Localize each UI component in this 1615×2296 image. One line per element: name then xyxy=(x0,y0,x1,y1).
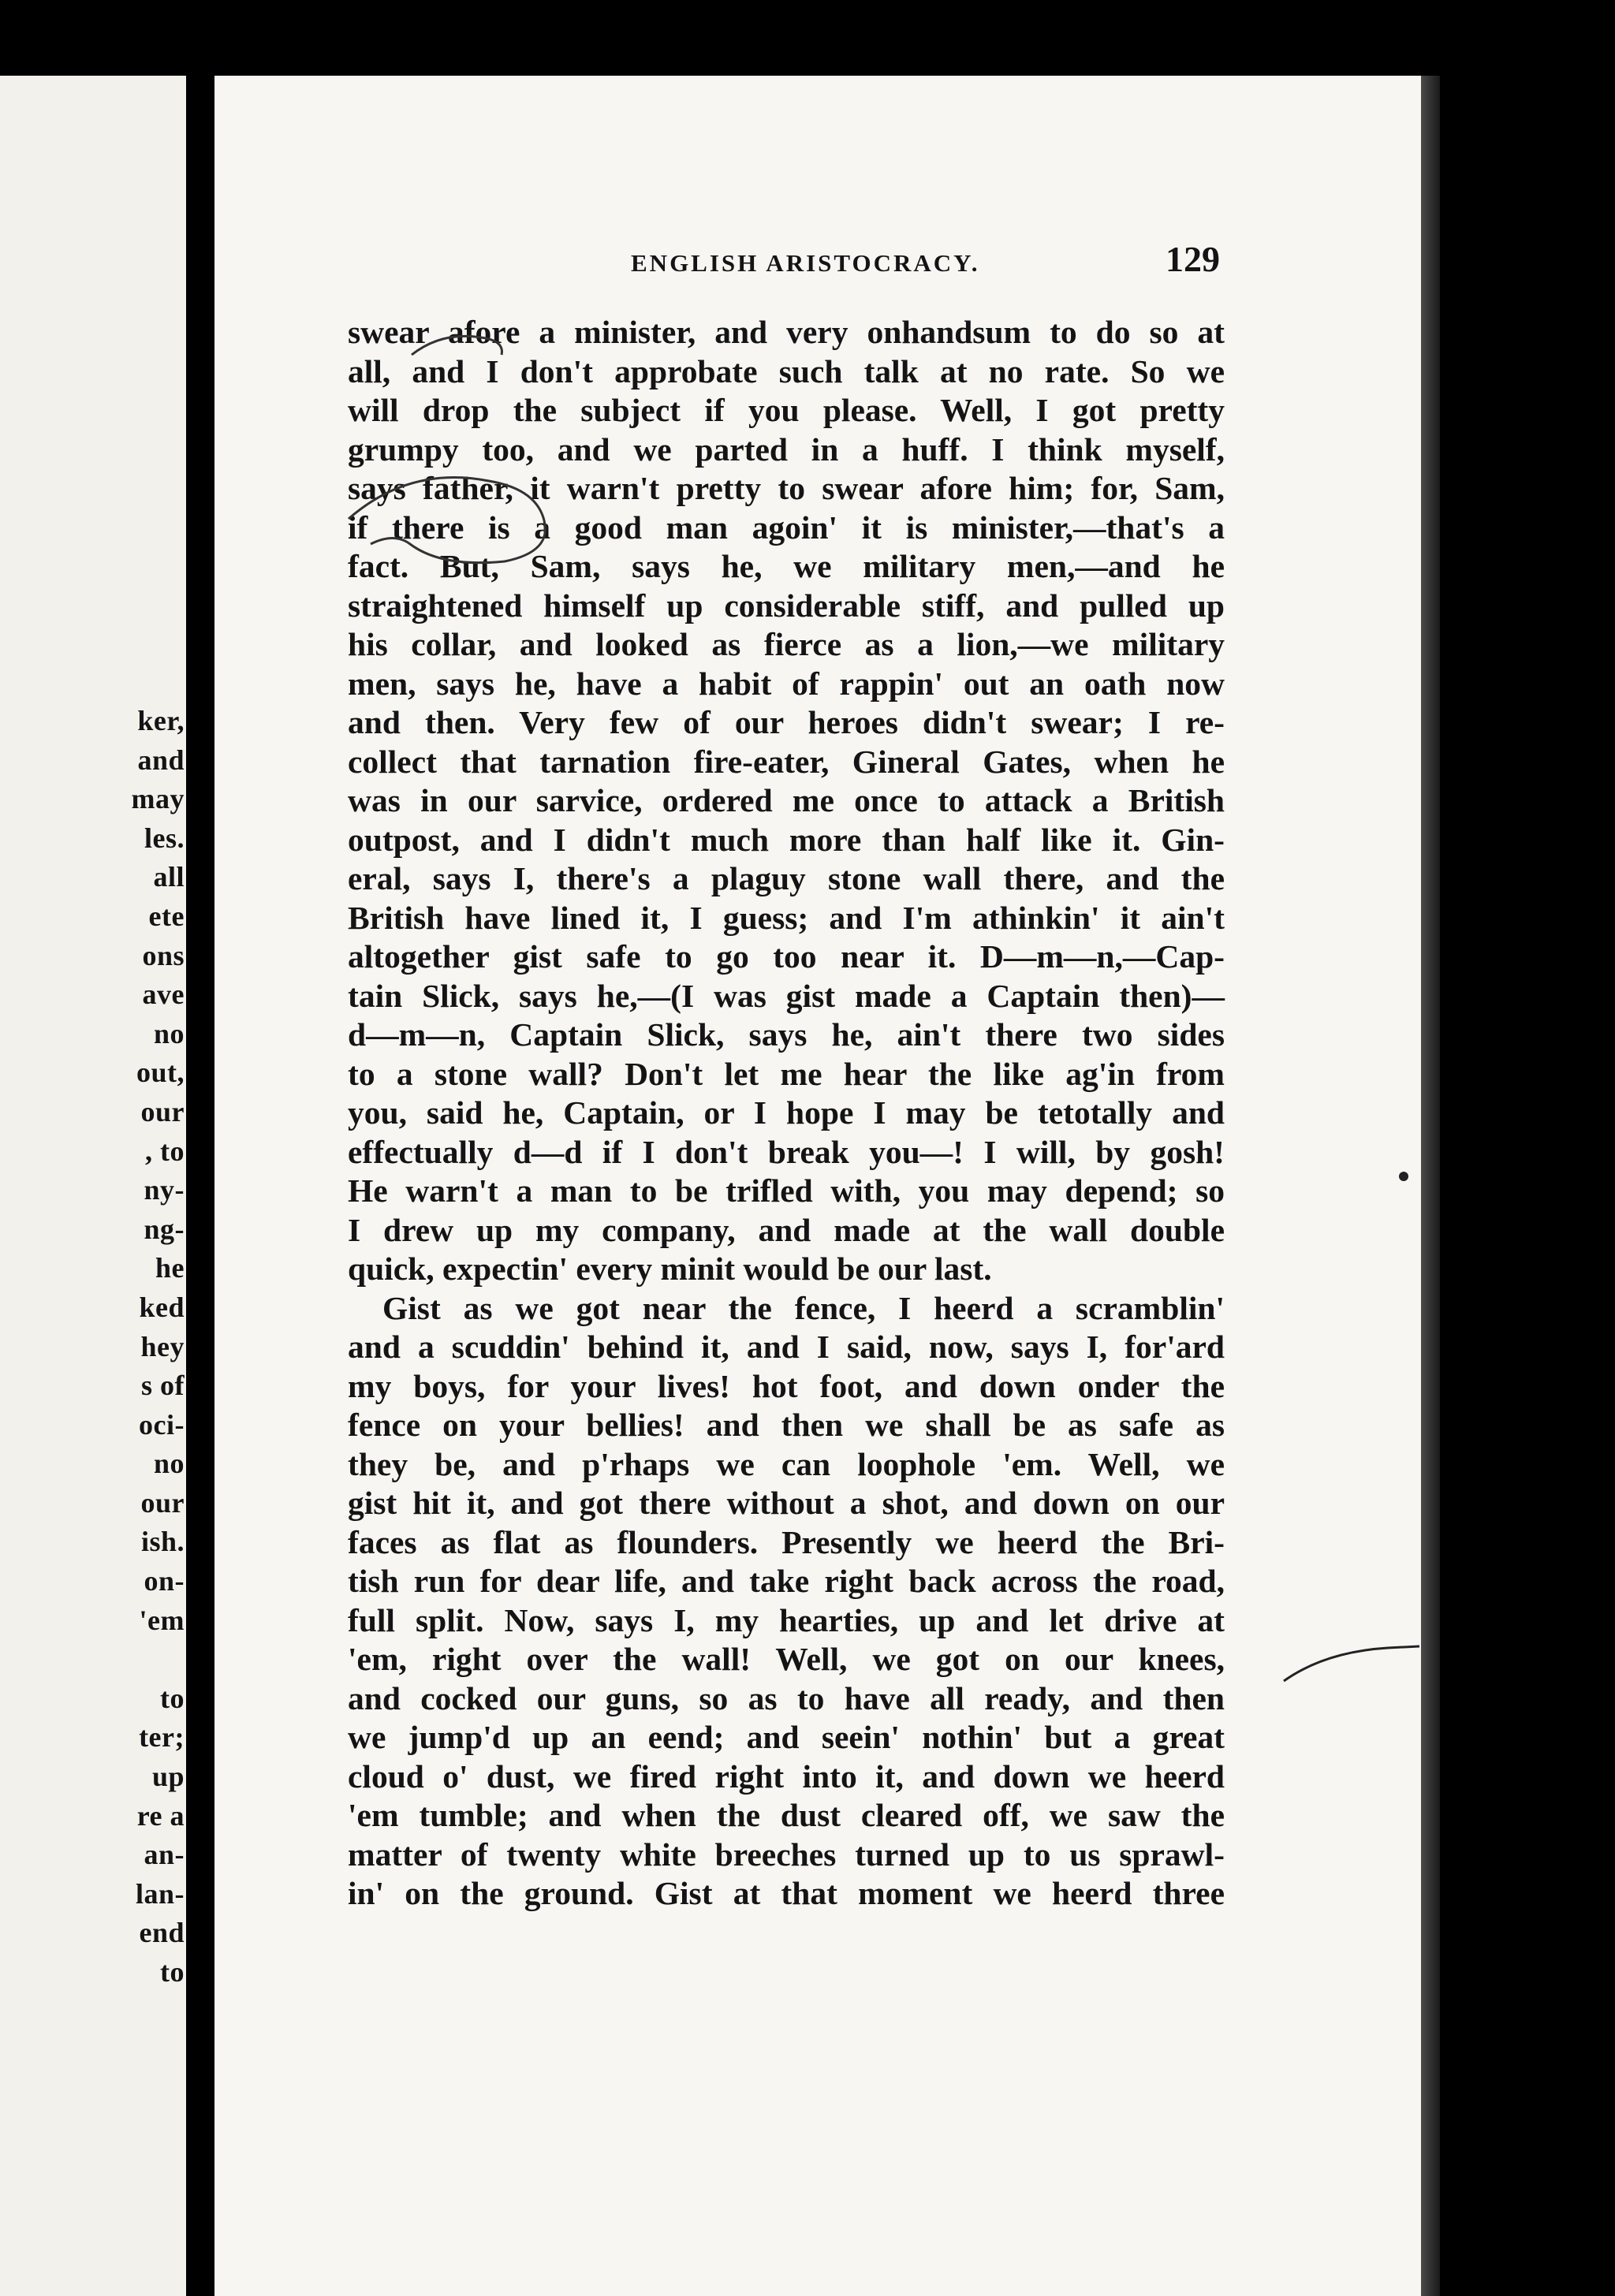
left-line: ker, xyxy=(137,705,185,736)
text-line: faces as flat as flounders. Presently we heerd the Bri- xyxy=(348,1523,1225,1560)
left-line-gap xyxy=(132,1640,185,1679)
text-line: cloud o' dust, we fired right into it, and down we heerd xyxy=(348,1757,1225,1795)
text-line: I drew up my company, and made at the wall double xyxy=(348,1211,1225,1248)
text-line: men, says he, have a habit of rappin' out an oath now xyxy=(348,665,1225,702)
left-line: re a xyxy=(136,1799,185,1832)
left-line: to xyxy=(160,1682,185,1714)
page-edge xyxy=(1421,76,1440,2296)
left-line: ng- xyxy=(144,1213,185,1245)
text-line: in' on the ground. Gist at that moment we heerd three xyxy=(348,1875,1225,1911)
text-line: effectually d—d if I don't break you—! I will, by gosh! xyxy=(348,1133,1225,1170)
paragraph-end-line: quick, expectin' every minit would be our last. xyxy=(348,1250,992,1287)
left-line: les. xyxy=(144,822,185,854)
text-line: swear afore a minister, and very onhandsum to do so at xyxy=(348,314,1225,350)
left-line: no xyxy=(153,1017,185,1049)
left-line: ete xyxy=(148,900,185,932)
text-line: they be, and p'rhaps we can loophole 'em. Well, we xyxy=(348,1445,1225,1482)
text-line: my boys, for your lives! hot foot, and down onder the xyxy=(348,1367,1225,1404)
text-line: altogether gist safe to go too near it. D—m—n,—Cap- xyxy=(348,938,1225,975)
text-line: British have lined it, I guess; and I'm athinkin' it ain't xyxy=(348,899,1225,936)
body-text xyxy=(348,313,1225,1914)
left-line: he xyxy=(155,1252,185,1284)
left-line: hey xyxy=(140,1330,185,1362)
text-line: to a stone wall? Don't let me hear the like ag'in from xyxy=(348,1055,1225,1092)
text-line: you, said he, Captain, or I hope I may be tetotally and xyxy=(348,1094,1225,1131)
left-line: to xyxy=(160,1956,185,1988)
text-line: tain Slick, says he,—(I was gist made a Captain then)— xyxy=(348,977,1225,1014)
left-line: an- xyxy=(144,1839,185,1871)
left-line: our xyxy=(140,1095,185,1128)
left-line: ave xyxy=(142,978,185,1011)
text-line: we jump'd up an eend; and seein' nothin' but a great xyxy=(348,1719,1225,1755)
text-line: collect that tarnation fire-eater, Gineral Gates, when he xyxy=(348,743,1225,780)
text-line: 'em tumble; and when the dust cleared off, we saw the xyxy=(348,1797,1225,1833)
left-line: ons xyxy=(142,939,185,971)
text-line: if there is a good man agoin' it is minister,—that's a xyxy=(348,509,1225,546)
left-line: our xyxy=(140,1486,185,1519)
left-line: lan- xyxy=(135,1877,185,1910)
text-line: will drop the subject if you please. Well, I got pretty xyxy=(348,392,1225,428)
left-line: ny- xyxy=(144,1174,185,1206)
text-line: full split. Now, says I, my hearties, up and let drive at xyxy=(348,1601,1225,1638)
left-line: on- xyxy=(144,1565,185,1597)
text-line: outpost, and I didn't much more than half like it. Gin- xyxy=(348,821,1225,858)
left-facing-page xyxy=(0,76,192,2296)
text-line: He warn't a man to be trifled with, you may depend; so xyxy=(348,1172,1225,1209)
text-line: his collar, and looked as fierce as a lion,—we military xyxy=(348,626,1225,662)
text-line: says father, it warn't pretty to swear afore him; for, Sam, xyxy=(348,470,1225,506)
left-line: 'em xyxy=(139,1604,185,1636)
text-line: and then. Very few of our heroes didn't swear; I re- xyxy=(348,704,1225,740)
text-line: all, and I don't approbate such talk at no rate. So we xyxy=(348,352,1225,390)
text-line: fence on your bellies! and then we shall be as safe as xyxy=(348,1407,1225,1443)
left-line: ish. xyxy=(140,1526,185,1558)
left-line: out, xyxy=(136,1057,185,1089)
left-line: up xyxy=(151,1761,185,1793)
left-line: all xyxy=(153,861,185,893)
paragraph-start-line: Gist as we got near the fence, I heerd a scramblin' xyxy=(382,1289,1225,1326)
left-line: s of xyxy=(141,1370,185,1402)
gutter-shadow xyxy=(186,76,213,2296)
page-number: 129 xyxy=(1166,239,1220,279)
left-line: and xyxy=(137,744,185,776)
left-line: ked xyxy=(139,1291,185,1323)
text-line: straightened himself up considerable stiff, and pulled up xyxy=(348,587,1225,624)
text-line: was in our sarvice, ordered me once to attack a British xyxy=(348,782,1225,818)
text-line: matter of twenty white breeches turned up to us sprawl- xyxy=(348,1836,1225,1873)
text-line: tish run for dear life, and take right back across the road, xyxy=(348,1563,1225,1599)
left-line: may xyxy=(131,783,185,815)
text-line: and a scuddin' behind it, and I said, now, says I, for'ard xyxy=(348,1329,1225,1365)
running-head: ENGLISH ARISTOCRACY. xyxy=(631,249,980,277)
text-line: grumpy too, and we parted in a huff. I think myself, xyxy=(348,430,1225,468)
left-line: end xyxy=(139,1917,185,1949)
left-line: ter; xyxy=(139,1721,185,1754)
text-line: eral, says I, there's a plaguy stone wall there, and the xyxy=(348,860,1225,896)
left-page-text xyxy=(132,702,185,1992)
text-line: fact. But, Sam, says he, we military men,—and he xyxy=(348,548,1225,584)
text-line: gist hit it, and got there without a shot, and down on our xyxy=(348,1485,1225,1521)
text-line: 'em, right over the wall! Well, we got on our knees, xyxy=(348,1641,1225,1677)
text-line: and cocked our guns, so as to have all ready, and then xyxy=(348,1679,1225,1716)
left-line: oci- xyxy=(139,1408,185,1441)
left-line: , to xyxy=(145,1135,185,1167)
left-line: no xyxy=(153,1448,185,1480)
text-line: d—m—n, Captain Slick, says he, ain't there two sides xyxy=(348,1016,1225,1053)
